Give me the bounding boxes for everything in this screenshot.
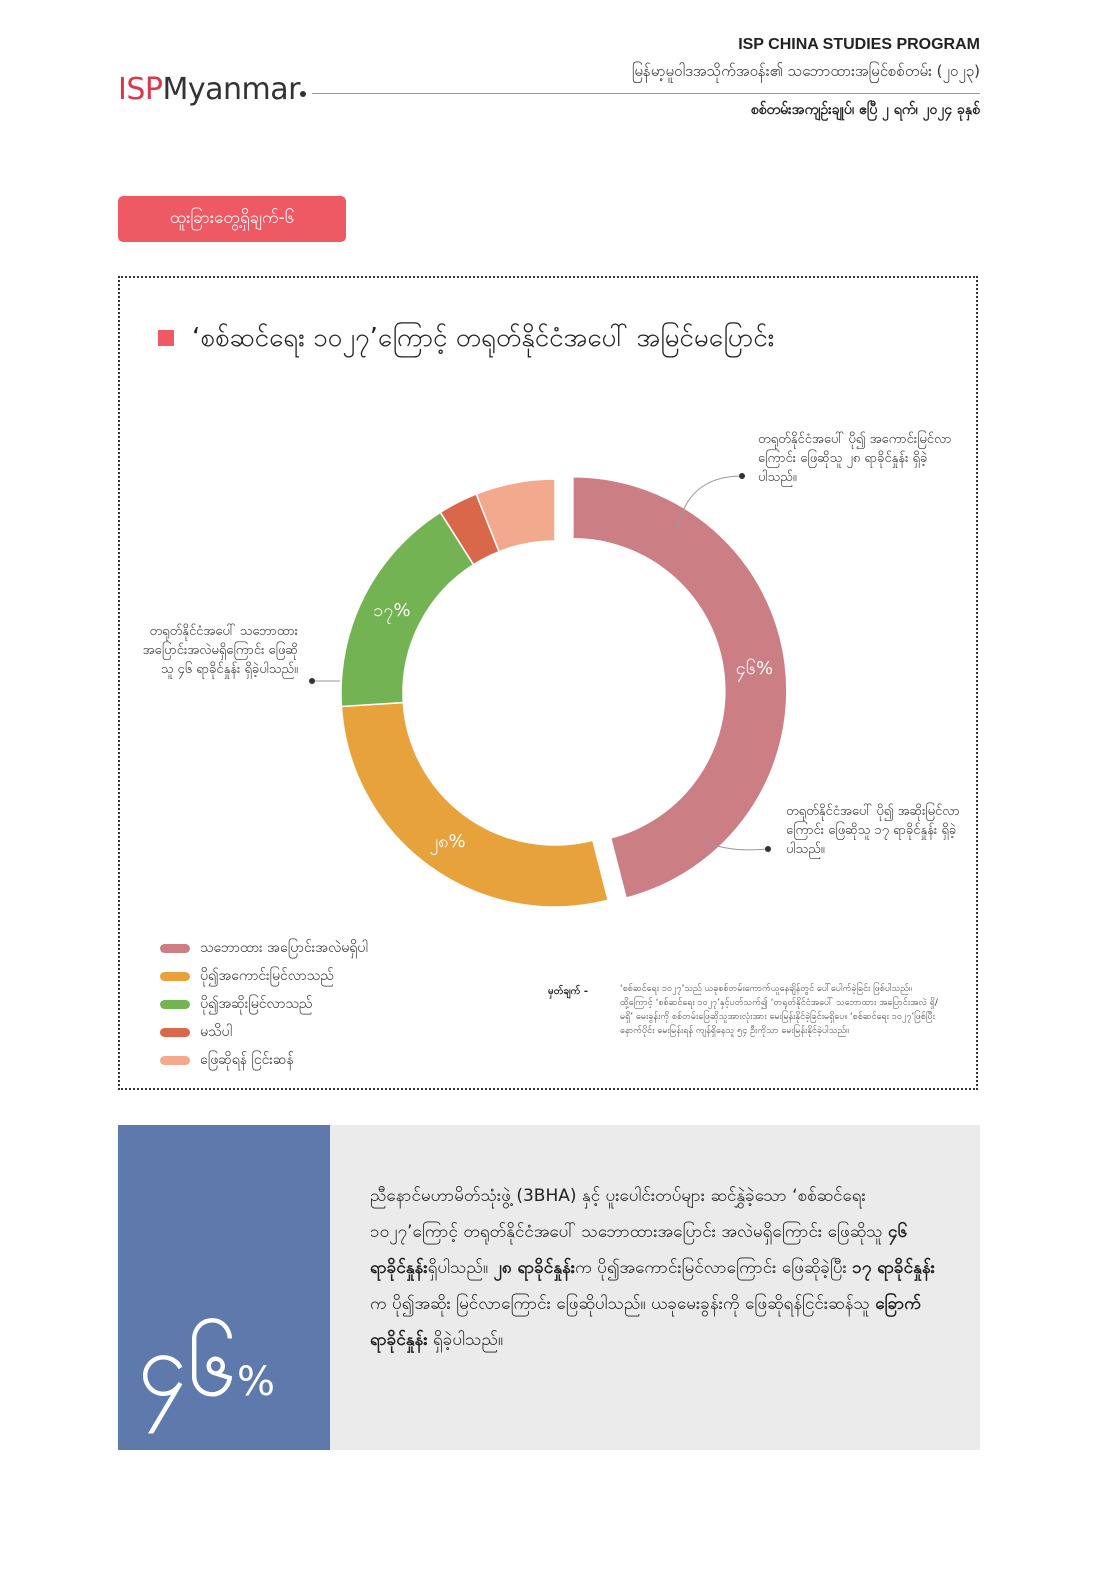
chart-legend — [160, 934, 368, 1074]
slice-value-label: ၄၆% — [735, 657, 774, 679]
legend-item — [160, 1018, 368, 1046]
legend-item — [160, 934, 368, 962]
program-name: ISP CHINA STUDIES PROGRAM — [738, 36, 980, 53]
legend-swatch — [160, 944, 190, 953]
finding-badge: ထူးခြားတွေ့ရှိချက်-၆ — [118, 196, 346, 242]
summary-bold: ၁၇ ရာခိုင်နှုန်း — [852, 1258, 935, 1278]
legend-label: သဘောထား အပြောင်းအလဲမရှိပါ — [200, 939, 368, 956]
legend-swatch — [160, 1000, 190, 1009]
summary-part: က ပို၍အဆိုး မြင်လာကြောင်း ဖြေဆိုပါသည်။ ယခုမေးခွန်းကို ဖြေဆိုရန်ငြင်းဆန်သူ — [370, 1294, 876, 1314]
note-text: ‘စစ်ဆင်ရေး ၁၀၂၇’သည် ယခုစစ်တမ်းကောက်ယူနေချိန်တွင် ပေါ်ပေါက်ခဲ့ခြင်း ဖြစ်ပါသည်။ ထို့ကြောင့် ‘စစ်ဆင်ရေး ၁၀၂၇’နှင့်ပတ်သက်၍ ‘တရုတ်နိုင်ငံအပေါ် သဘောထား အပြောင်းအလဲ ရှိ/ မရှိ’ မေးခွန်းကို စစ်တမ်းဖြေဆိုသူအားလုံးအား မေးမြန်းနိုင်ခဲ့ခြင်းမရှိပေ။ ‘စစ်ဆင်ရေး ၁၀၂၇’ဖြစ်ပြီးနောက်ပိုင်း မေးမြန်းရန် ကျန်ရှိနေသူ ၅၄ ဦးကိုသာ မေးမြန်းနိုင်ခဲ့ပါသည်။ — [620, 984, 938, 1036]
note-label: မှတ်ချက် - — [548, 986, 589, 997]
summary-part: ရှိခဲ့ပါသည်။ — [427, 1330, 504, 1350]
summary-text — [370, 1178, 938, 1358]
report-date: စစ်တမ်းအကျဉ်းချုပ်၊ ဧပြီ ၂ ရက်၊ ၂၀၂၄ ခုနှစ် — [750, 102, 980, 118]
annotation-no-change: တရုတ်နိုင်ငံအပေါ် သဘောထား အပြောင်းအလဲမရှိကြောင်း ဖြေဆိုသူ ၄၆ ရာခိုင်နှုန်း ရှိခဲ့ပါသည်။ — [142, 624, 298, 677]
legend-label: ဖြေဆိုရန် ငြင်းဆန် — [200, 1051, 294, 1068]
leader-dot-bottom — [765, 846, 771, 852]
legend-swatch — [160, 1056, 190, 1065]
summary-bold: ၄၆ ရာခိုင်နှုန်း — [370, 1222, 908, 1278]
legend-item — [160, 990, 368, 1018]
logo-isp: ISP — [118, 72, 163, 107]
leader-dot-left — [309, 678, 315, 684]
big-value: ၄၆ — [138, 1313, 237, 1416]
logo-name: Myanmar — [162, 72, 300, 107]
legend-label: ပို၍အကောင်းမြင်လာသည် — [200, 967, 334, 984]
summary-bold: ၂၈ ရာခိုင်နှုန်း — [493, 1258, 576, 1278]
leader-dot-top — [739, 473, 745, 479]
annotation-more-positive: တရုတ်နိုင်ငံအပေါ် ပို၍ အကောင်းမြင်လာကြောင်း ဖြေဆိုသူ ၂၈ ရာခိုင်နှုန်း ရှိခဲ့ပါသည်။ — [758, 432, 952, 485]
annotation-more-negative: တရုတ်နိုင်ငံအပေါ် ပို၍ အဆိုးမြင်လာကြောင်း ဖြေဆိုသူ ၁၇ ရာခိုင်နှုန်း ရှိခဲ့ပါသည်။ — [786, 804, 960, 857]
legend-item — [160, 962, 368, 990]
summary-part: က ပို၍အကောင်းမြင်လာကြောင်း ဖြေဆိုခဲ့ပြီး — [575, 1258, 853, 1278]
slice-value-label: ၁၇% — [373, 599, 411, 621]
chart-title: ‘စစ်ဆင်ရေး ၁၀၂၇’ကြောင့် တရုတ်နိုင်ငံအပေါ် အမြင်မပြောင်း — [192, 323, 775, 353]
big-percentage — [138, 1315, 275, 1432]
legend-swatch — [160, 1028, 190, 1037]
summary-bold: ခြောက်ရာခိုင်နှုန်း — [370, 1294, 921, 1350]
summary-part: ရှိပါသည်။ — [427, 1258, 494, 1278]
summary-part: ညီနောင်မဟာမိတ်သုံးဖွဲ့ (3BHA) နှင့် ပူးပေါင်းတပ်များ ဆင်နွှဲခဲ့သော ‘စစ်ဆင်ရေး ၁၀၂၇’ကြောင့် တရုတ်နိုင်ငံအပေါ် သဘောထားအပြောင်း အလဲမရှိကြောင်း ဖြေဆိုသူ — [370, 1186, 889, 1242]
report-title: မြန်မာ့မူဝါဒအသိုက်အဝန်း၏ သဘောထားအမြင်စစ်တမ်း (၂၀၂၃) — [631, 62, 980, 80]
donut-slice — [341, 703, 608, 907]
big-pct-sign: % — [237, 1359, 276, 1405]
donut-slice — [573, 477, 787, 898]
slice-value-label: ၂၈% — [429, 831, 466, 853]
legend-item — [160, 1046, 368, 1074]
legend-label: ပို၍အဆိုးမြင်လာသည် — [200, 995, 313, 1012]
legend-swatch — [160, 972, 190, 981]
legend-label: မသိပါ — [200, 1023, 232, 1040]
